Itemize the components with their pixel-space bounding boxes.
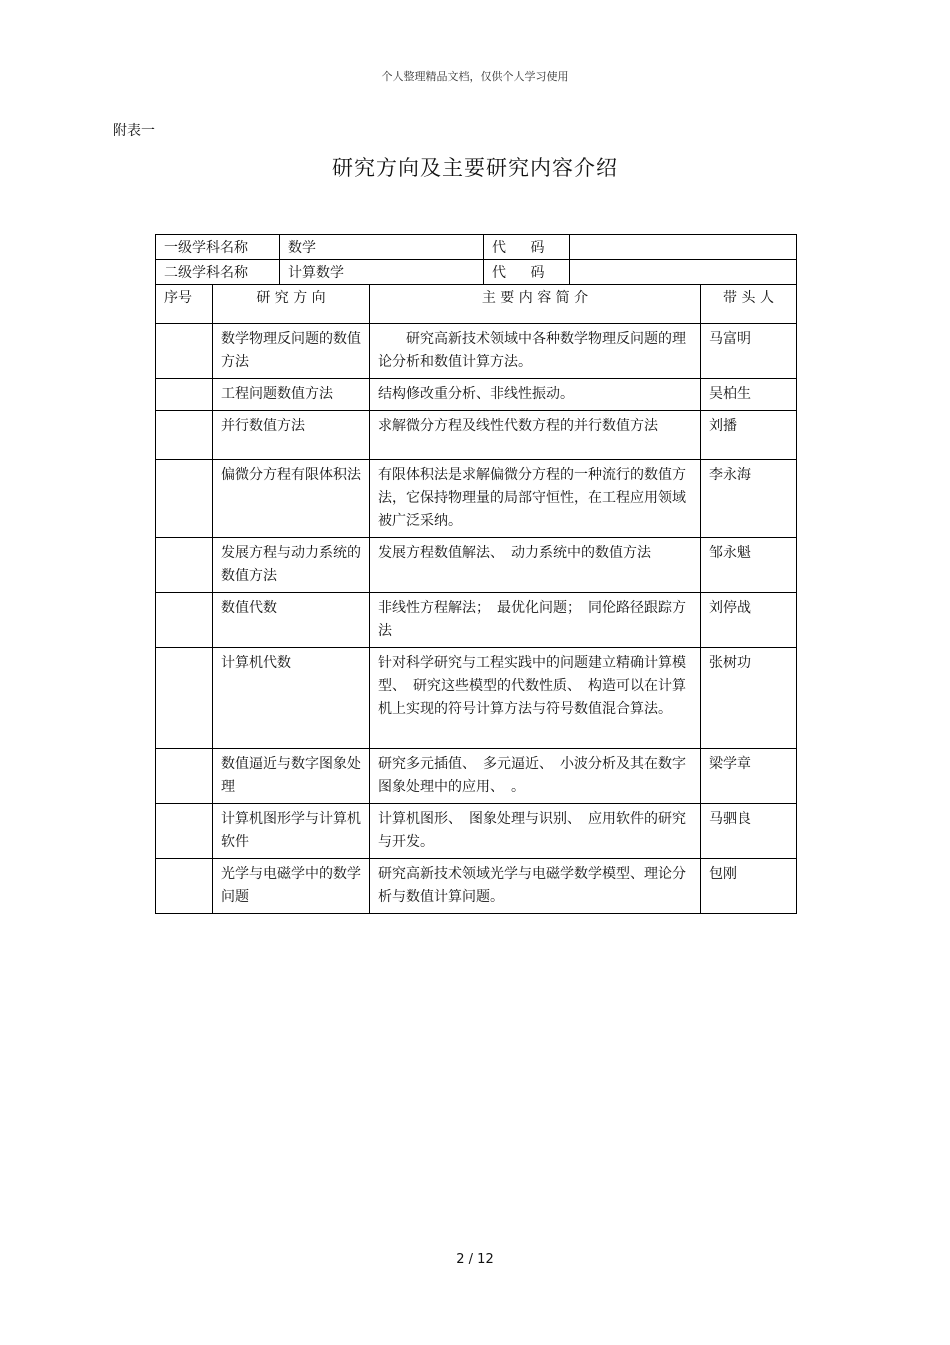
row-content: 研究高新技术领域光学与电磁学数学模型、理论分析与数值计算问题。	[370, 859, 701, 914]
row-content: 针对科学研究与工程实践中的问题建立精确计算模型、 研究这些模型的代数性质、 构造可以在计算机上实现的符号计算方法与符号数值混合算法。	[370, 648, 701, 749]
primary-discipline-value: 数学	[280, 235, 484, 260]
table-row	[156, 538, 797, 593]
row-leader: 邹永魁	[701, 538, 797, 593]
secondary-discipline-value: 计算数学	[280, 260, 484, 285]
code-label: 代 码	[484, 235, 570, 260]
row-leader: 刘停战	[701, 593, 797, 648]
row-content: 研究高新技术领域中各种数学物理反问题的理论分析和数值计算方法。	[370, 324, 701, 379]
page-number: 2 / 12	[456, 1252, 494, 1267]
row-direction: 计算机图形学与计算机软件	[213, 804, 370, 859]
table-row	[156, 379, 797, 411]
row-leader: 梁学章	[701, 749, 797, 804]
table-row	[156, 460, 797, 538]
row-direction: 数值逼近与数字图象处理	[213, 749, 370, 804]
row-leader: 马富明	[701, 324, 797, 379]
header-seq: 序号	[156, 285, 213, 324]
table-row	[156, 859, 797, 914]
table-row	[156, 648, 797, 749]
code-label: 代 码	[484, 260, 570, 285]
table-header-row	[156, 285, 797, 324]
row-seq	[156, 324, 213, 379]
table-row	[156, 324, 797, 379]
row-direction: 数值代数	[213, 593, 370, 648]
row-direction: 数学物理反问题的数值方法	[213, 324, 370, 379]
header-leader: 带 头 人	[701, 285, 797, 324]
row-direction: 并行数值方法	[213, 411, 370, 460]
row-direction: 工程问题数值方法	[213, 379, 370, 411]
row-direction: 计算机代数	[213, 648, 370, 749]
discipline-info-table	[155, 234, 797, 285]
table-row	[156, 749, 797, 804]
header-direction: 研 究 方 向	[213, 285, 370, 324]
info-row-secondary	[156, 260, 797, 285]
row-seq	[156, 411, 213, 460]
appendix-label: 附表一	[113, 123, 155, 139]
row-leader: 包刚	[701, 859, 797, 914]
table-row	[156, 593, 797, 648]
row-seq	[156, 804, 213, 859]
row-content: 计算机图形、 图象处理与识别、 应用软件的研究与开发。	[370, 804, 701, 859]
research-directions-table	[155, 284, 797, 914]
info-row-primary	[156, 235, 797, 260]
page-header-note: 个人整理精品文档，仅供个人学习使用	[381, 70, 569, 83]
header-content: 主 要 内 容 简 介	[370, 285, 701, 324]
row-leader: 张树功	[701, 648, 797, 749]
row-seq	[156, 859, 213, 914]
secondary-discipline-label: 二级学科名称	[156, 260, 280, 285]
row-content: 研究多元插值、 多元逼近、 小波分析及其在数字图象处理中的应用、 。	[370, 749, 701, 804]
row-direction: 发展方程与动力系统的数值方法	[213, 538, 370, 593]
table-row	[156, 804, 797, 859]
row-seq	[156, 379, 213, 411]
row-leader: 马驷良	[701, 804, 797, 859]
table-row	[156, 411, 797, 460]
row-seq	[156, 749, 213, 804]
row-content: 有限体积法是求解偏微分方程的一种流行的数值方法，它保持物理量的局部守恒性，在工程应用领域被广泛采纳。	[370, 460, 701, 538]
row-direction: 光学与电磁学中的数学问题	[213, 859, 370, 914]
row-seq	[156, 538, 213, 593]
primary-discipline-label: 一级学科名称	[156, 235, 280, 260]
row-leader: 吴柏生	[701, 379, 797, 411]
row-seq	[156, 648, 213, 749]
code-value	[570, 260, 797, 285]
row-content: 结构修改重分析、非线性振动。	[370, 379, 701, 411]
row-leader: 刘播	[701, 411, 797, 460]
page-title: 研究方向及主要研究内容介绍	[332, 156, 618, 180]
row-content: 求解微分方程及线性代数方程的并行数值方法	[370, 411, 701, 460]
code-value	[570, 235, 797, 260]
row-seq	[156, 593, 213, 648]
row-content: 非线性方程解法； 最优化问题； 同伦路径跟踪方法	[370, 593, 701, 648]
row-seq	[156, 460, 213, 538]
row-content: 发展方程数值解法、 动力系统中的数值方法	[370, 538, 701, 593]
row-leader: 李永海	[701, 460, 797, 538]
row-direction: 偏微分方程有限体积法	[213, 460, 370, 538]
